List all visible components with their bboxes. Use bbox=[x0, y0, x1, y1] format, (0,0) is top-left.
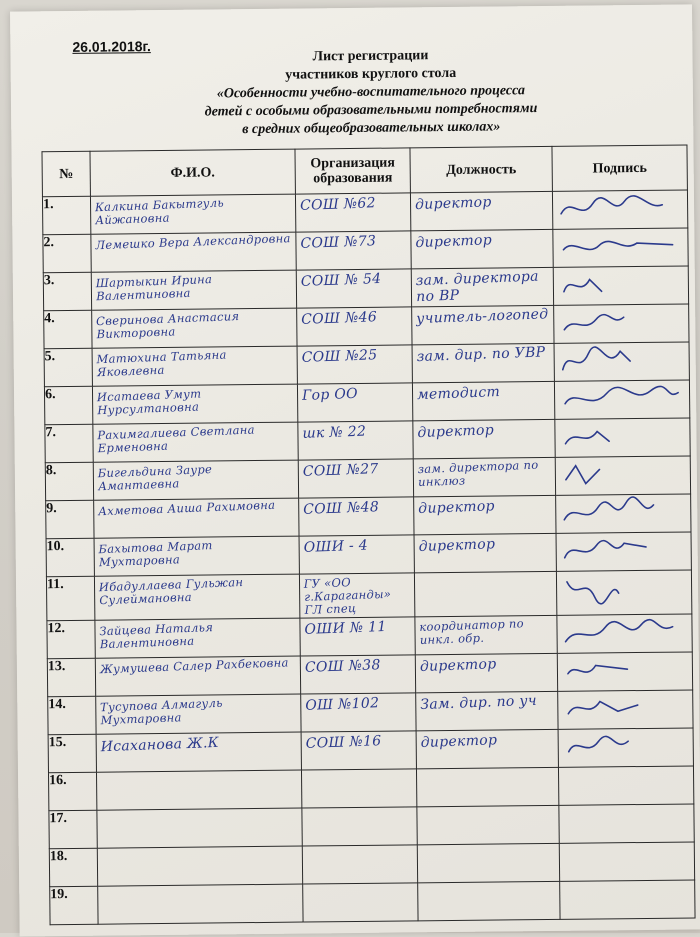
row-number: 6. bbox=[44, 386, 92, 425]
position-text: зам. директора по инклюз bbox=[417, 457, 539, 490]
participant-name-cell bbox=[92, 346, 297, 386]
organization-text: СОШ №62 bbox=[299, 195, 377, 214]
signature-cell bbox=[553, 228, 688, 267]
organization-cell bbox=[300, 655, 415, 694]
row-number: 11. bbox=[46, 576, 94, 621]
subtitle-line-2: детей с особыми образовательными потребностями bbox=[204, 101, 538, 120]
participant-name-cell bbox=[97, 808, 302, 848]
organization-text: ОШИ - 4 bbox=[303, 537, 369, 556]
participant-name-cell bbox=[98, 884, 303, 924]
signature-scribble bbox=[555, 342, 689, 379]
organization-cell bbox=[299, 573, 414, 618]
position-text: учитель-логопед bbox=[415, 306, 549, 328]
organization-cell bbox=[298, 459, 413, 498]
row-number: 13. bbox=[47, 658, 95, 697]
organization-text: СОШ № 54 bbox=[300, 270, 382, 290]
signature-stroke bbox=[568, 665, 628, 674]
position-text: директор bbox=[414, 194, 492, 214]
participant-name-text: Калкина Бакытгуль Айжановна bbox=[94, 195, 225, 228]
participant-name-text: Ибадуллаева Гульжан Сулеймановна bbox=[98, 574, 244, 608]
organization-cell bbox=[302, 845, 417, 884]
row-number: 4. bbox=[44, 310, 92, 349]
signature-cell bbox=[556, 532, 691, 571]
position-text: зам. директора по ВР bbox=[415, 268, 540, 306]
registration-table bbox=[41, 144, 695, 925]
signature-scribble bbox=[553, 228, 687, 265]
position-cell bbox=[411, 267, 553, 306]
sheet-date: 26.01.2018г. bbox=[72, 38, 151, 55]
organization-cell bbox=[303, 883, 418, 922]
position-text: директор bbox=[420, 732, 498, 752]
position-text: директор bbox=[417, 498, 496, 518]
organization-text bbox=[303, 844, 417, 852]
signature-stroke bbox=[564, 497, 654, 520]
organization-cell bbox=[301, 731, 416, 770]
organization-cell bbox=[300, 617, 415, 656]
position-cell bbox=[412, 343, 554, 382]
signature-scribble bbox=[558, 652, 692, 689]
signature-scribble bbox=[554, 304, 688, 341]
organization-text bbox=[302, 806, 416, 814]
participant-name-cell bbox=[94, 574, 299, 620]
participant-name-cell bbox=[95, 656, 300, 696]
signature-cell bbox=[553, 266, 688, 305]
registration-sheet bbox=[10, 4, 700, 936]
position-cell bbox=[416, 729, 558, 768]
signature-cell bbox=[559, 842, 694, 881]
column-header-signature: Подпись bbox=[552, 145, 687, 191]
organization-cell bbox=[296, 269, 411, 308]
signature-cell bbox=[554, 380, 689, 419]
row-number: 14. bbox=[48, 696, 96, 735]
participant-name-text: Сверинова Анастасия Викторовна bbox=[95, 309, 240, 342]
position-cell bbox=[414, 533, 556, 572]
participant-name-text: Исатаева Умут Нурсултановна bbox=[96, 386, 202, 418]
signature-cell bbox=[556, 570, 691, 615]
title-block bbox=[160, 46, 581, 140]
organization-text: СОШ №27 bbox=[302, 461, 379, 480]
position-text: директор bbox=[418, 536, 496, 556]
signature-stroke bbox=[564, 314, 624, 329]
row-number: 19. bbox=[50, 886, 98, 925]
organization-text: ОШИ № 11 bbox=[304, 618, 387, 638]
participant-name-cell bbox=[93, 460, 298, 500]
signature-stroke bbox=[565, 431, 609, 443]
row-number: 8. bbox=[45, 462, 93, 501]
organization-cell bbox=[297, 345, 412, 384]
participant-name-text: Жумушева Салер Рахбековна bbox=[99, 655, 289, 677]
organization-text: СОШ №48 bbox=[302, 499, 380, 518]
signature-cell bbox=[555, 418, 690, 457]
signature-stroke bbox=[563, 347, 631, 370]
organization-text: ГУ «ОО г.Караганды» ГЛ спец bbox=[303, 575, 392, 617]
position-text: зам. дир. по УВР bbox=[416, 344, 546, 366]
position-cell bbox=[418, 881, 560, 920]
participant-name-text: Исаханова Ж.К bbox=[100, 734, 220, 756]
position-cell bbox=[413, 457, 555, 496]
row-number: 18. bbox=[49, 848, 97, 887]
organization-cell bbox=[299, 497, 414, 536]
organization-text: СОШ №16 bbox=[305, 733, 382, 752]
organization-text: СОШ №73 bbox=[300, 233, 377, 252]
table-row bbox=[46, 570, 691, 621]
signature-stroke bbox=[561, 196, 662, 214]
participant-name-text: Шартыкин Ирина Валентиновна bbox=[95, 271, 213, 304]
organization-cell bbox=[298, 421, 413, 460]
participant-name-text: Рахимгалиева Светлана Ерменовна bbox=[97, 422, 256, 456]
position-cell bbox=[415, 615, 557, 654]
organization-text: СОШ №46 bbox=[300, 309, 378, 328]
signature-scribble bbox=[556, 494, 690, 531]
position-cell bbox=[417, 843, 559, 882]
table-row bbox=[50, 880, 695, 925]
signature-cell bbox=[557, 614, 692, 653]
organization-text: Гор ОО bbox=[301, 385, 359, 404]
position-cell bbox=[410, 191, 552, 230]
participant-name-cell bbox=[94, 536, 299, 576]
organization-cell bbox=[299, 535, 414, 574]
signature-scribble bbox=[556, 456, 690, 493]
signature-scribble bbox=[559, 728, 693, 765]
position-cell bbox=[416, 767, 558, 806]
participant-name-cell bbox=[97, 846, 302, 886]
participant-name-cell bbox=[91, 232, 296, 272]
position-cell bbox=[417, 805, 559, 844]
signature-cell bbox=[554, 342, 689, 381]
signature-cell bbox=[559, 804, 694, 843]
participant-name-text: Матюхина Татьяна Яковлевна bbox=[96, 347, 227, 380]
signature-stroke bbox=[568, 701, 638, 714]
column-header-position: Должность bbox=[410, 146, 552, 192]
organization-cell bbox=[301, 693, 416, 732]
participant-name-cell bbox=[94, 498, 299, 538]
signature-cell bbox=[552, 190, 687, 229]
row-number: 5. bbox=[44, 348, 92, 387]
signature-scribble bbox=[557, 614, 691, 651]
participant-name-cell bbox=[92, 384, 297, 424]
position-text: директор bbox=[419, 656, 497, 676]
participant-name-text: Бигельдина Зауре Амантаевна bbox=[97, 462, 213, 494]
column-header-name: Ф.И.О. bbox=[90, 149, 295, 196]
signature-cell bbox=[554, 304, 689, 343]
signature-stroke bbox=[567, 581, 619, 604]
row-number: 3. bbox=[43, 272, 91, 311]
signature-cell bbox=[557, 652, 692, 691]
organization-cell bbox=[297, 307, 412, 346]
participant-name-cell bbox=[96, 694, 301, 734]
position-text: координатор по инкл. обр. bbox=[419, 616, 525, 648]
signature-stroke bbox=[564, 279, 602, 291]
organization-text: ОШ №102 bbox=[305, 695, 380, 714]
signature-scribble bbox=[554, 266, 688, 303]
signature-cell bbox=[555, 456, 690, 495]
signature-scribble bbox=[555, 418, 689, 455]
position-text: Зам. дир. по уч bbox=[420, 692, 538, 714]
row-number: 16. bbox=[48, 772, 96, 811]
row-number: 1. bbox=[42, 196, 90, 235]
participant-name-text: Зайцева Наталья Валентиновна bbox=[99, 620, 214, 652]
position-text: методист bbox=[416, 384, 501, 404]
organization-cell bbox=[301, 769, 416, 808]
participant-name-text: Лемешко Вера Александровна bbox=[95, 231, 291, 253]
signature-stroke bbox=[569, 736, 629, 752]
position-cell bbox=[412, 381, 554, 420]
row-number: 9. bbox=[46, 500, 94, 539]
organization-cell bbox=[296, 231, 411, 270]
column-header-number: № bbox=[42, 151, 90, 197]
row-number: 7. bbox=[45, 424, 93, 463]
row-number: 17. bbox=[49, 810, 97, 849]
signature-scribble bbox=[555, 380, 689, 417]
signature-stroke bbox=[565, 619, 672, 641]
title-line-2: участников круглого стола bbox=[285, 65, 457, 83]
signature-stroke bbox=[563, 241, 672, 250]
participant-name-cell bbox=[90, 194, 295, 234]
organization-text bbox=[303, 882, 417, 890]
subtitle-line-1: «Особенности учебно-воспитательного процесса bbox=[216, 83, 526, 102]
participant-name-text: Бахытова Марат Мухтаровна bbox=[98, 538, 213, 570]
signature-stroke bbox=[566, 465, 600, 483]
position-cell bbox=[411, 229, 553, 268]
participant-name-cell bbox=[96, 770, 301, 810]
organization-cell bbox=[297, 383, 412, 422]
table-header-row bbox=[42, 145, 687, 197]
organization-text bbox=[302, 768, 416, 776]
signature-stroke bbox=[565, 540, 647, 558]
position-cell bbox=[414, 571, 556, 616]
participant-name-cell bbox=[91, 270, 296, 310]
signature-scribble bbox=[553, 190, 687, 227]
participant-name-cell bbox=[92, 308, 297, 348]
position-cell bbox=[413, 419, 555, 458]
row-number: 15. bbox=[48, 734, 96, 773]
position-text: директор bbox=[415, 232, 493, 252]
participant-name-cell bbox=[96, 732, 301, 772]
participant-name-cell bbox=[95, 618, 300, 658]
signature-scribble bbox=[557, 570, 691, 607]
organization-cell bbox=[302, 807, 417, 846]
organization-cell bbox=[295, 193, 410, 232]
signature-cell bbox=[558, 690, 693, 729]
organization-text: шк № 22 bbox=[302, 423, 367, 442]
row-number: 10. bbox=[46, 538, 94, 577]
signature-cell bbox=[560, 880, 695, 919]
signature-stroke bbox=[565, 386, 678, 404]
row-number: 2. bbox=[43, 234, 91, 273]
subtitle-line-3: в средних общеобразовательных школах» bbox=[242, 119, 501, 138]
position-cell bbox=[414, 495, 556, 534]
table-body bbox=[42, 190, 695, 925]
row-number: 12. bbox=[47, 620, 95, 659]
participant-name-text: Ахметова Аиша Рахимовна bbox=[98, 497, 276, 519]
title-line-1: Лист регистрации bbox=[312, 48, 429, 65]
organization-text: СОШ №25 bbox=[301, 347, 378, 366]
signature-cell bbox=[558, 728, 693, 767]
position-cell bbox=[415, 653, 557, 692]
participant-name-cell bbox=[93, 422, 298, 462]
position-text: директор bbox=[417, 422, 495, 442]
signature-cell bbox=[558, 766, 693, 805]
position-cell bbox=[416, 691, 558, 730]
signature-scribble bbox=[558, 690, 692, 727]
column-header-organization: Организация образования bbox=[295, 148, 410, 194]
organization-text: СОШ №38 bbox=[304, 657, 381, 676]
participant-name-text: Тусупова Алмагуль Мухтаровна bbox=[99, 695, 223, 728]
signature-scribble bbox=[557, 532, 691, 569]
signature-cell bbox=[556, 494, 691, 533]
position-cell bbox=[412, 305, 554, 344]
